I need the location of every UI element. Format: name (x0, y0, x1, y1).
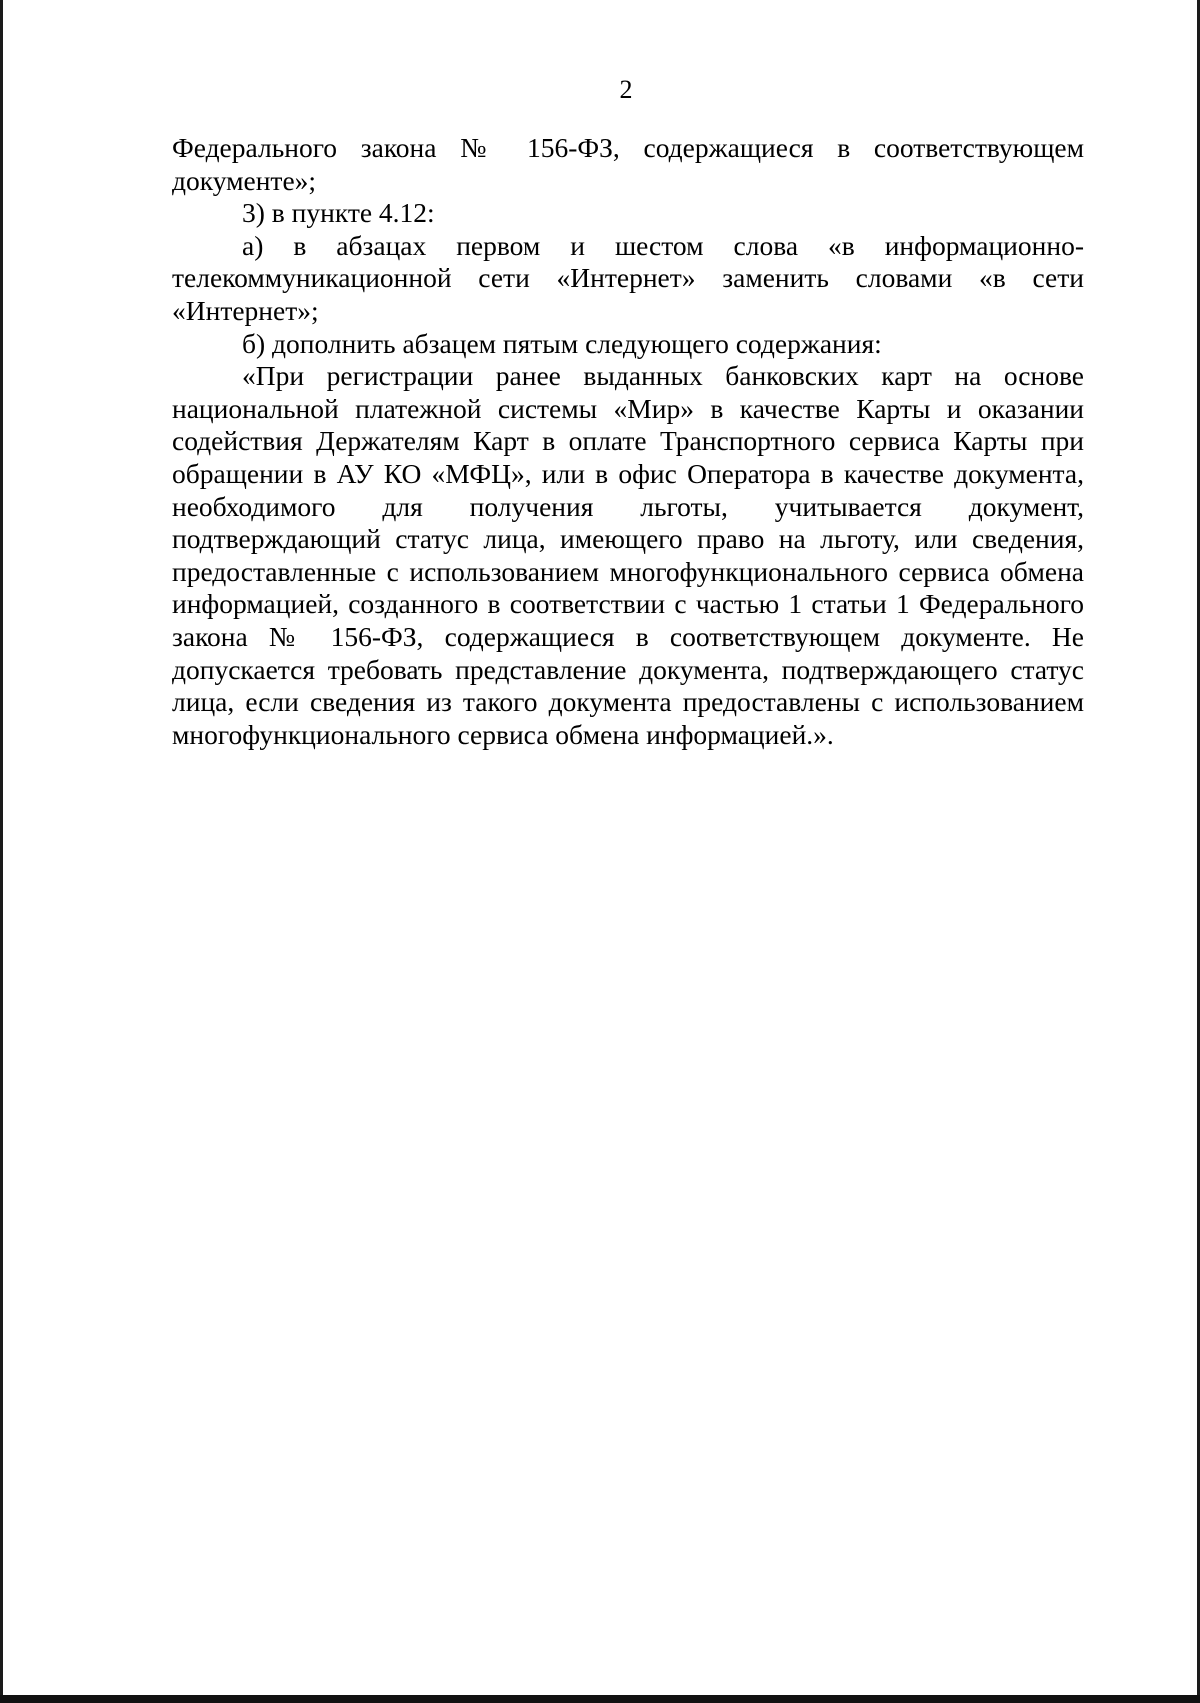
paragraph-subitem-b: б) дополнить абзацем пятым следующего содержания: (242, 327, 882, 359)
page-number: 2 (619, 75, 633, 104)
document-body (172, 132, 1084, 751)
paragraph-quoted-insertion: «При регистрации ранее выданных банковских карт на основе национальной платежной системы «Мир» в качестве Карты и оказании содействия Держателям Карт в оплате Транспортного сервиса Карты при обращении в АУ КО «МФЦ», или в офис Оператора в качестве документа, необходимого для получения льготы, учитывается документ, подтверждающий статус лица, имеющего право на льготу, или сведения, предоставленные с использованием многофункционального сервиса обмена информацией, созданного в соответствии с частью 1 статьи 1 Федерального закона № 156-ФЗ, содержащиеся в соответствующем документе. Не допускается требовать представление документа, подтверждающего статус лица, если сведения из такого документа предоставлены с использованием многофункционального сервиса обмена информацией.». (172, 360, 1084, 750)
paragraph-item-3: 3) в пункте 4.12: (242, 197, 435, 229)
paragraph-subitem-a: а) в абзацах первом и шестом слова «в информационно-телекоммуникационной сети «Интернет» заменить словами «в сети «Интернет»; (172, 229, 1084, 326)
paragraph-continuation: Федерального закона № 156-ФЗ, содержащиеся в соответствующем документе»; (172, 132, 1084, 196)
scan-edge-left (0, 0, 3, 1703)
scan-edge-bottom (0, 1695, 1200, 1703)
